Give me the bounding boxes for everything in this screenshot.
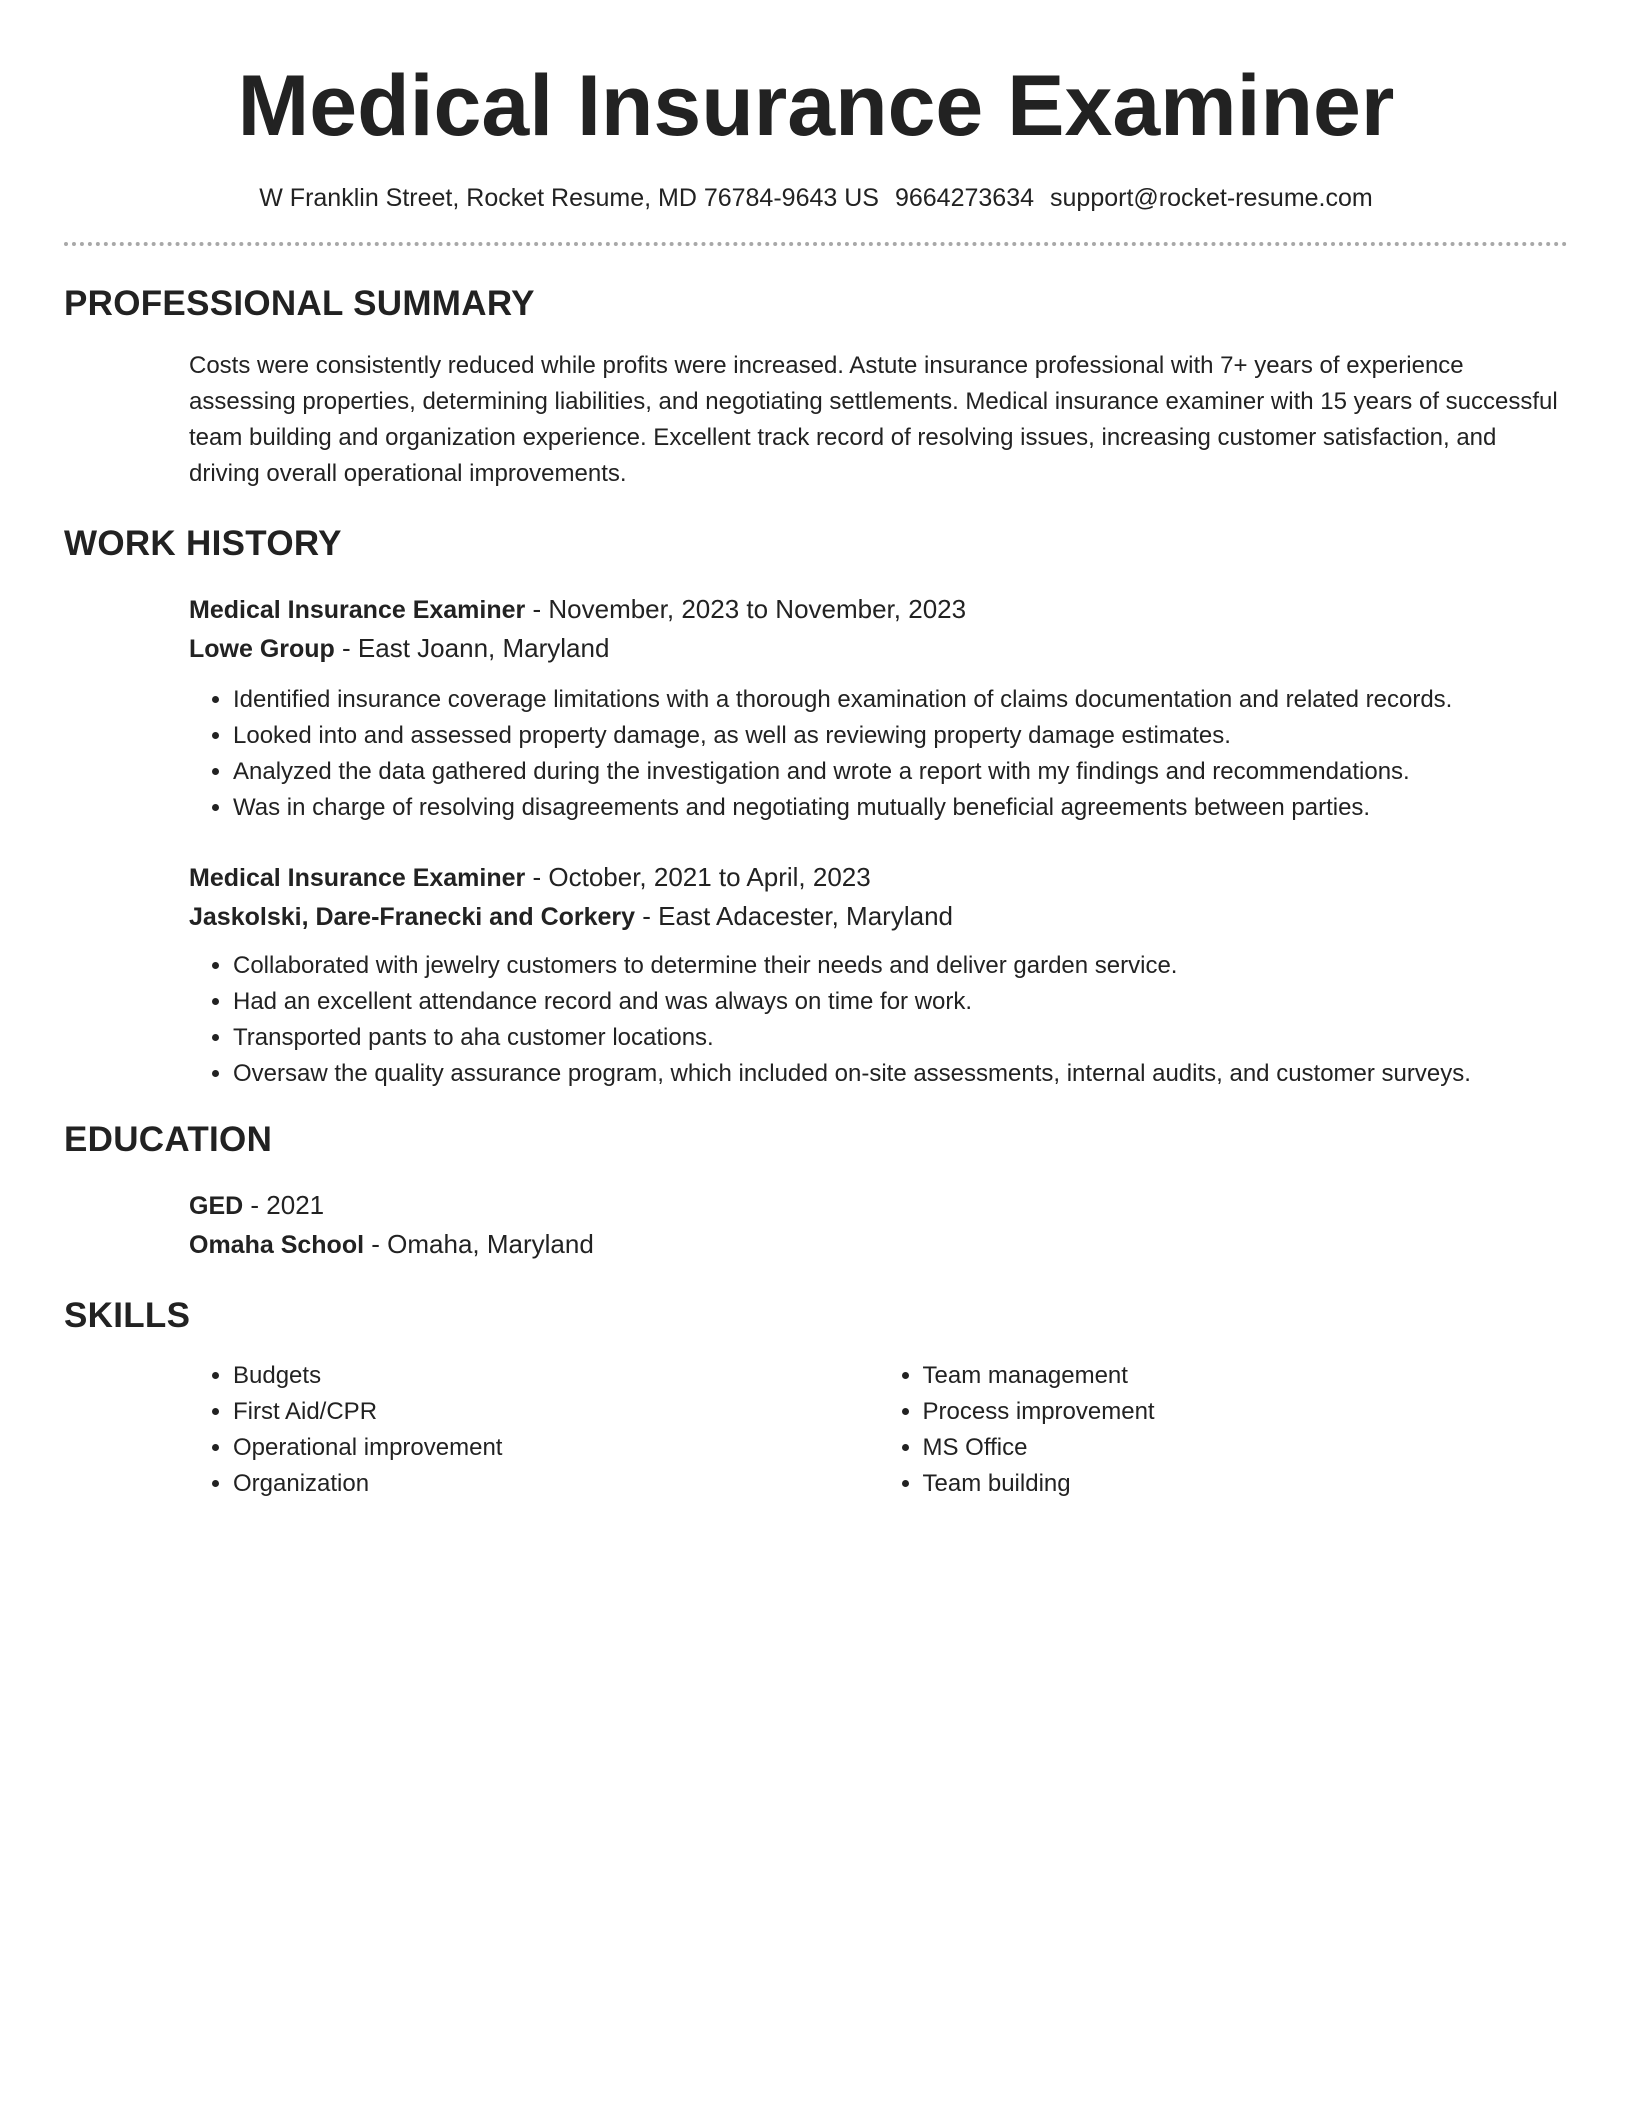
skill-item: • First Aid/CPR xyxy=(233,1394,879,1430)
candidate-name: Medical Insurance Examiner xyxy=(237,58,1395,154)
job-bullets xyxy=(189,682,1568,826)
skill-item: • Budgets xyxy=(233,1358,879,1394)
section-education xyxy=(64,1118,1568,1264)
job-bullets xyxy=(189,948,1568,1092)
skills-column-left xyxy=(189,1358,879,1502)
job-company-line xyxy=(189,629,1568,668)
job-dates: - November, 2023 to November, 2023 xyxy=(525,594,967,624)
contact-line xyxy=(64,182,1568,214)
summary-text: Costs were consistently reduced while profits were increased. Astute insurance professional with 7+ years of experience assessing properties, determining liabilities, and negotiating settlements. Medical insurance examiner with 15 years of successful team building and organization experience. Excellent track record of resolving issues, increasing customer satisfaction, and driving overall operational improvements. xyxy=(189,352,1558,487)
skill-item: • MS Office xyxy=(923,1430,1569,1466)
skill-item: • Organization xyxy=(233,1466,879,1502)
section-work-history xyxy=(64,522,1568,1092)
skill-item: • Team building xyxy=(923,1466,1569,1502)
contact-address: W Franklin Street, Rocket Resume, MD 76784-9643 US xyxy=(259,184,879,212)
education-school-line xyxy=(189,1225,1568,1264)
education-degree: GED xyxy=(189,1192,244,1220)
education-location: - Omaha, Maryland xyxy=(364,1229,594,1259)
section-skills xyxy=(64,1294,1568,1502)
skill-item: • Operational improvement xyxy=(233,1430,879,1466)
job-location: - East Adacester, Maryland xyxy=(635,901,953,931)
contact-phone: 9664273634 xyxy=(894,184,1035,212)
job-bullet: • Looked into and assessed property damage, as well as reviewing property damage estimates. xyxy=(233,718,1568,754)
skills-columns xyxy=(189,1358,1568,1502)
job-company: Lowe Group xyxy=(189,635,335,663)
job-entry xyxy=(189,858,1568,1092)
skills-heading: SKILLS xyxy=(64,1296,191,1335)
job-dates: - October, 2021 to April, 2023 xyxy=(525,862,871,892)
section-summary xyxy=(64,282,1568,492)
job-bullet: • Transported pants to aha customer locations. xyxy=(233,1020,1568,1056)
job-entry xyxy=(189,590,1568,826)
education-degree-line xyxy=(189,1186,1568,1225)
job-bullet: • Identified insurance coverage limitations with a thorough examination of claims documentation and related records. xyxy=(233,682,1568,718)
job-bullet: • Collaborated with jewelry customers to determine their needs and deliver garden service. xyxy=(233,948,1568,984)
job-role: Medical Insurance Examiner xyxy=(189,596,526,624)
skills-column-right xyxy=(879,1358,1569,1502)
job-company: Jaskolski, Dare-Franecki and Corkery xyxy=(189,903,636,931)
job-title-line xyxy=(189,858,1568,897)
education-year: - 2021 xyxy=(243,1190,325,1220)
education-school: Omaha School xyxy=(189,1231,365,1259)
skill-item: • Team management xyxy=(923,1358,1569,1394)
job-bullet: • Oversaw the quality assurance program, which included on-site assessments, internal audits, and customer surveys. xyxy=(233,1056,1568,1092)
skill-item: • Process improvement xyxy=(923,1394,1569,1430)
job-role: Medical Insurance Examiner xyxy=(189,864,526,892)
education-heading: EDUCATION xyxy=(64,1120,273,1159)
job-bullet: • Was in charge of resolving disagreements and negotiating mutually beneficial agreements between parties. xyxy=(233,790,1568,826)
contact-email: support@rocket-resume.com xyxy=(1050,184,1373,212)
summary-heading: PROFESSIONAL SUMMARY xyxy=(64,284,535,323)
job-company-line xyxy=(189,897,1568,936)
work-history-heading: WORK HISTORY xyxy=(64,524,342,563)
header-divider xyxy=(64,242,1568,246)
job-title-line xyxy=(189,590,1568,629)
job-bullet: • Had an excellent attendance record and was always on time for work. xyxy=(233,984,1568,1020)
job-bullet: • Analyzed the data gathered during the investigation and wrote a report with my findings and recommendations. xyxy=(233,754,1568,790)
job-location: - East Joann, Maryland xyxy=(334,633,610,663)
